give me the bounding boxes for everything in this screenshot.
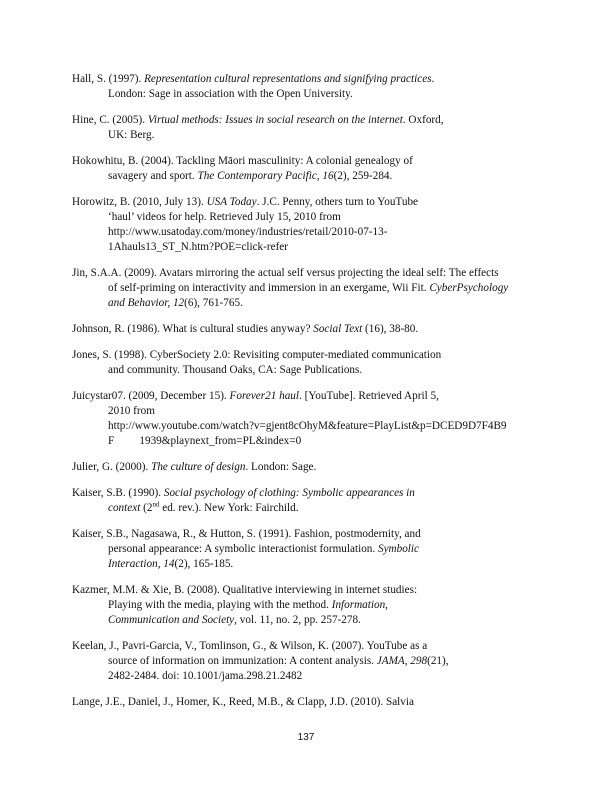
reference-text: (21),: [427, 655, 449, 668]
italic-text: The Contemporary Pacific, 16: [197, 170, 334, 183]
reference-text: Julier, G. (2000).: [72, 461, 152, 474]
reference-line: [72, 613, 544, 628]
reference-line: [72, 501, 544, 516]
reference-entry: [72, 348, 544, 378]
reference-line: [72, 419, 544, 434]
italic-text: Information,: [331, 598, 388, 611]
reference-line: [72, 322, 544, 337]
reference-text: .: [431, 73, 435, 85]
reference-text: Keelan, J., Pavri-Garcia, V., Tomlinson, G., & Wilson, K. (2007). YouTube as a: [72, 639, 428, 652]
reference-text: Juicystar07. (2009, December 15).: [72, 389, 230, 402]
reference-entry: [72, 486, 544, 516]
reference-text: personal appearance: A symbolic interactionist formulation.: [108, 542, 378, 555]
reference-line: [72, 527, 544, 542]
reference-line: [72, 460, 544, 475]
reference-text: London: Sage in association with the Open University.: [108, 88, 353, 101]
italic-text: USA Today: [206, 195, 257, 208]
reference-text: 2482-2484. doi: 10.1001/jama.298.21.2482: [108, 670, 303, 683]
italic-text: context: [108, 501, 141, 514]
reference-line: [72, 296, 544, 311]
reference-text: 2010 from: [108, 404, 155, 417]
reference-text: UK: Berg.: [108, 129, 155, 142]
reference-line: [72, 434, 544, 449]
reference-text: . [YouTube]. Retrieved April 5,: [299, 389, 439, 402]
reference-text: (6), 761-765.: [184, 297, 243, 310]
italic-text: Symbolic: [377, 542, 419, 555]
reference-text: Lange, J.E., Daniel, J., Homer, K., Reed, M.B., & Clapp, J.D. (2010). Salvia: [72, 696, 414, 708]
reference-line: [72, 154, 544, 169]
reference-line: [72, 240, 544, 255]
reference-line: [72, 169, 544, 184]
reference-entry: [72, 583, 544, 629]
reference-entry: [72, 639, 544, 685]
italic-text: Forever21 haul: [229, 389, 300, 402]
reference-line: [72, 486, 544, 501]
reference-text: 1Ahauls13_ST_N.htm?POE=click-refer: [108, 241, 288, 254]
reference-text: Kaiser, S.B. (1990).: [72, 486, 164, 499]
reference-line: [72, 557, 544, 572]
reference-list: [72, 72, 544, 721]
reference-line: [72, 225, 544, 240]
reference-text: Horowitz, B. (2010, July 13).: [72, 195, 207, 208]
reference-line: [72, 281, 544, 296]
page-number: 137: [297, 732, 315, 743]
reference-line: [72, 598, 544, 613]
reference-text: , vol. 11, no. 2, pp. 257-278.: [234, 614, 361, 627]
reference-text: . Oxford,: [402, 113, 444, 126]
reference-text: http://www.usatoday.com/money/industries/retail/2010-07-13-: [108, 226, 388, 239]
reference-line: [72, 363, 544, 378]
italic-text: Interaction, 14: [108, 558, 175, 571]
reference-line: [72, 266, 544, 281]
reference-text: Jin, S.A.A. (2009). Avatars mirroring the actual self versus projecting the ideal self: The effects: [72, 267, 499, 280]
reference-entry: [72, 113, 544, 143]
reference-entry: [72, 695, 544, 710]
reference-line: [72, 87, 544, 102]
reference-text: ‘haul’ videos for help. Retrieved July 15, 2010 from: [108, 210, 341, 223]
italic-text: Social Text: [313, 323, 363, 336]
italic-text: The culture of design: [151, 461, 246, 474]
italic-text: Communication and Society: [108, 614, 235, 627]
reference-entry: [72, 527, 544, 573]
reference-text: Playing with the media, playing with the method.: [108, 598, 332, 611]
reference-text: Hall, S. (1997).: [72, 73, 145, 85]
reference-text: (2), 259-284.: [333, 170, 393, 183]
italic-text: JAMA, 298: [376, 655, 428, 668]
reference-entry: [72, 154, 544, 184]
italic-text: Representation cultural representations and signifying practices: [144, 73, 432, 85]
reference-entry: [72, 266, 544, 312]
reference-line: [72, 195, 544, 210]
reference-line: [72, 542, 544, 557]
reference-text: Hokowhitu, B. (2004). Tackling Māori masculinity: A colonial genealogy of: [72, 154, 413, 167]
reference-text: savagery and sport.: [108, 170, 198, 183]
reference-line: [72, 389, 544, 404]
reference-line: [72, 669, 544, 684]
italic-text: Virtual methods: Issues in social research on the internet: [147, 113, 403, 126]
reference-text: Jones, S. (1998). CyberSociety 2.0: Revisiting computer-mediated communication: [72, 348, 442, 361]
reference-text: and community. Thousand Oaks, CA: Sage Publications.: [108, 364, 363, 377]
reference-text: (16), 38-80.: [362, 323, 419, 336]
reference-text: Johnson, R. (1986). What is cultural studies anyway?: [72, 323, 314, 336]
reference-line: [72, 404, 544, 419]
reference-entry: [72, 72, 544, 102]
reference-text: . London: Sage.: [245, 461, 317, 474]
reference-entry: [72, 460, 544, 475]
italic-text: and Behavior, 12: [108, 297, 185, 310]
reference-line: [72, 113, 544, 128]
reference-entry: [72, 389, 544, 450]
reference-text: of self-priming on interactivity and immersion in an exergame, Wii Fit.: [108, 282, 430, 295]
reference-line: [72, 348, 544, 363]
reference-line: [72, 128, 544, 143]
reference-text: source of information on immunization: A content analysis.: [108, 655, 377, 668]
reference-entry: [72, 322, 544, 337]
reference-text: Kaiser, S.B., Nagasawa, R., & Hutton, S. (1991). Fashion, postmodernity, and: [72, 527, 421, 540]
reference-text: Kazmer, M.M. & Xie, B. (2008). Qualitative interviewing in internet studies:: [72, 583, 418, 596]
reference-text: Hine, C. (2005).: [72, 113, 148, 126]
superscript-text: nd: [152, 500, 160, 509]
reference-text: F 1939&playnext_from=PL&index=0: [108, 435, 302, 448]
reference-line: [72, 639, 544, 654]
italic-text: Social psychology of clothing: Symbolic appearances in: [163, 486, 415, 499]
reference-text: (2), 165-185.: [174, 558, 234, 571]
reference-line: [72, 583, 544, 598]
italic-text: CyberPsychology: [429, 282, 509, 295]
reference-line: [72, 654, 544, 669]
reference-line: [72, 210, 544, 225]
reference-line: [72, 695, 544, 710]
reference-text: ed. rev.). New York: Fairchild.: [159, 501, 299, 514]
reference-text: http://www.youtube.com/watch?v=gjent8cOhyM&feature=PlayList&p=DCED9D7F4B9: [108, 420, 507, 433]
reference-line: [72, 72, 544, 87]
reference-text: (2: [140, 501, 153, 514]
reference-entry: [72, 195, 544, 256]
reference-text: . J.C. Penny, others turn to YouTube: [256, 195, 419, 208]
